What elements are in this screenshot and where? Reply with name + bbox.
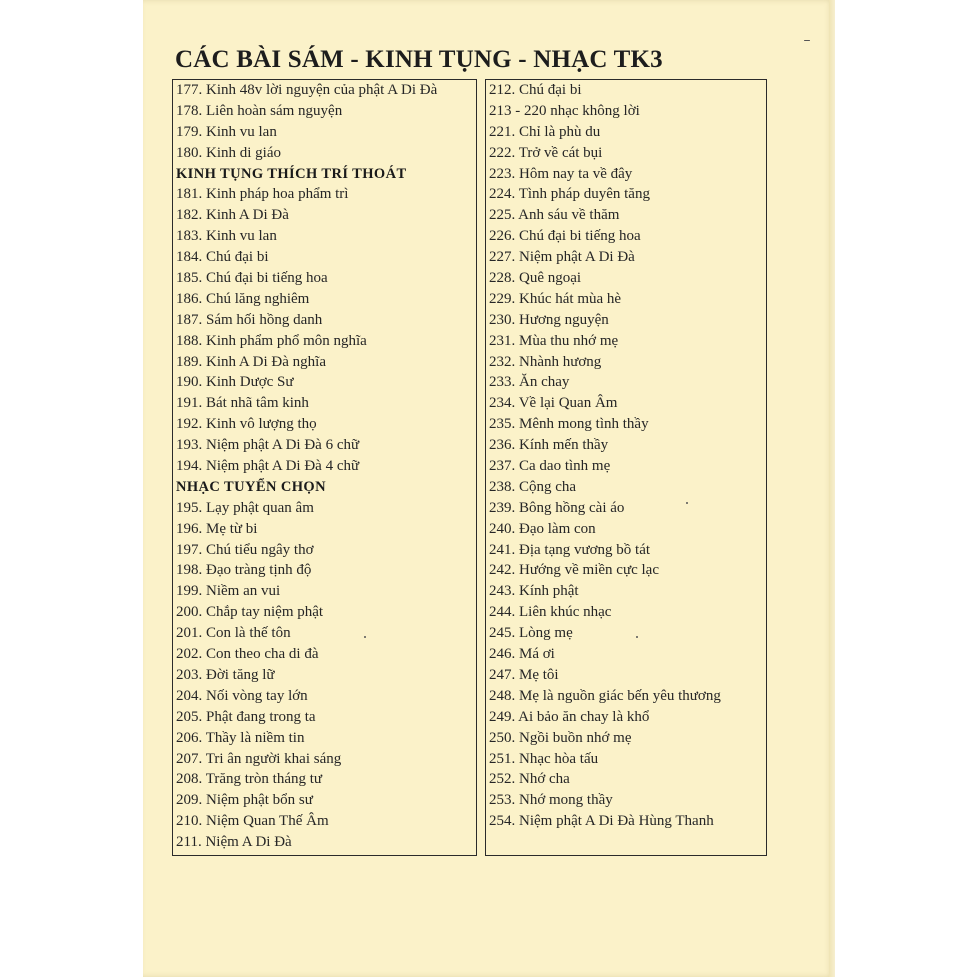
list-item: 225. Anh sáu về thăm — [489, 207, 620, 224]
list-item: 238. Cộng cha — [489, 478, 577, 495]
list-item: 221. Chỉ là phù du — [489, 123, 601, 140]
list-item: 180. Kinh di giáo — [176, 144, 281, 161]
list-item: 206. Thầy là niềm tin — [176, 729, 305, 746]
paper-speck — [636, 636, 638, 638]
list-item: 253. Nhớ mong thầy — [489, 792, 613, 809]
list-item: 213 - 220 nhạc không lời — [489, 102, 640, 119]
left-column-box — [172, 79, 477, 856]
list-item: 236. Kính mến thầy — [489, 437, 609, 454]
list-item: 227. Niệm phật A Di Đà — [489, 249, 635, 266]
list-item: 248. Mẹ là nguồn giác bến yêu thương — [489, 687, 721, 704]
list-item: 247. Mẹ tôi — [489, 666, 559, 683]
list-item: 235. Mênh mong tình thầy — [489, 416, 649, 433]
list-item: 186. Chú lăng nghiêm — [176, 290, 310, 307]
section-heading: KINH TỤNG THÍCH TRÍ THOÁT — [176, 165, 407, 182]
list-item: 251. Nhạc hòa tấu — [489, 750, 599, 767]
list-item: 230. Hương nguyện — [489, 311, 609, 328]
list-item: 179. Kinh vu lan — [176, 123, 277, 140]
list-item: 192. Kinh vô lượng thọ — [176, 416, 317, 433]
list-item: 208. Trăng tròn tháng tư — [176, 771, 323, 788]
list-item: 198. Đạo tràng tịnh độ — [176, 562, 312, 579]
list-item: 246. Má ơi — [489, 646, 555, 663]
list-item: 210. Niệm Quan Thế Âm — [176, 813, 329, 830]
paper-speck — [686, 502, 688, 504]
list-item: 228. Quê ngoại — [489, 270, 582, 287]
list-item: 242. Hướng về miền cực lạc — [489, 562, 659, 579]
list-item: 197. Chú tiểu ngây thơ — [176, 541, 314, 558]
list-item: 188. Kinh phẩm phổ môn nghĩa — [176, 332, 367, 349]
list-item: 252. Nhớ cha — [489, 771, 570, 788]
list-item: 181. Kinh pháp hoa phẩm trì — [176, 186, 349, 203]
list-item: 226. Chú đại bi tiếng hoa — [489, 228, 641, 245]
list-item: 177. Kinh 48v lời nguyện của phật A Di Đà — [176, 82, 438, 98]
page-title: CÁC BÀI SÁM - KINH TỤNG - NHẠC TK3 — [175, 46, 663, 73]
list-item: 233. Ăn chay — [489, 374, 570, 391]
list-item: 232. Nhành hương — [489, 353, 602, 370]
list-item: 187. Sám hối hồng danh — [176, 311, 323, 328]
list-item: 241. Địa tạng vương bồ tát — [489, 541, 651, 558]
list-item: 185. Chú đại bi tiếng hoa — [176, 270, 328, 287]
section-heading: NHẠC TUYỂN CHỌN — [176, 478, 326, 495]
list-item: 190. Kinh Dược Sư — [176, 374, 294, 391]
right-column-box — [485, 79, 767, 856]
list-item: 231. Mùa thu nhớ mẹ — [489, 332, 619, 349]
list-item: 240. Đạo làm con — [489, 520, 596, 537]
list-item: 211. Niệm A Di Đà — [176, 834, 292, 851]
list-item: 209. Niệm phật bổn sư — [176, 792, 313, 809]
list-item: 200. Chắp tay niệm phật — [176, 604, 324, 621]
list-item: 183. Kinh vu lan — [176, 228, 277, 245]
list-item: 224. Tình pháp duyên tăng — [489, 186, 650, 203]
list-item: 243. Kính phật — [489, 583, 579, 600]
list-item: 189. Kinh A Di Đà nghĩa — [176, 353, 326, 370]
list-item: 203. Đời tăng lữ — [176, 666, 275, 683]
list-item: 249. Ai bảo ăn chay là khổ — [489, 708, 650, 725]
list-item: 202. Con theo cha di đà — [176, 646, 319, 663]
list-item: 222. Trở về cát bụi — [489, 144, 603, 161]
list-item: 199. Niềm an vui — [176, 583, 281, 600]
list-item: 178. Liên hoàn sám nguyện — [176, 102, 343, 119]
list-item: 204. Nối vòng tay lớn — [176, 687, 308, 704]
list-item: 201. Con là thế tôn — [176, 625, 291, 642]
list-item: 245. Lòng mẹ — [489, 625, 573, 642]
paper-edge — [829, 0, 835, 977]
list-item: 194. Niệm phật A Di Đà 4 chữ — [176, 458, 360, 475]
list-item: 205. Phật đang trong ta — [176, 708, 316, 725]
list-item: 234. Về lại Quan Âm — [489, 395, 618, 412]
list-item: 193. Niệm phật A Di Đà 6 chữ — [176, 437, 360, 454]
right-column-list — [486, 80, 766, 832]
list-item: 250. Ngồi buồn nhớ mẹ — [489, 729, 632, 746]
list-item: 195. Lạy phật quan âm — [176, 499, 314, 516]
list-item: 191. Bát nhã tâm kinh — [176, 395, 309, 412]
list-item: 212. Chú đại bi — [489, 82, 582, 98]
list-item: 196. Mẹ từ bi — [176, 520, 258, 537]
list-item: 239. Bông hồng cài áo — [489, 499, 625, 516]
left-column-list — [173, 80, 476, 853]
list-item: 229. Khúc hát mùa hè — [489, 290, 622, 307]
list-item: 223. Hôm nay ta về đây — [489, 165, 633, 182]
list-item: 182. Kinh A Di Đà — [176, 207, 289, 224]
list-item: 207. Tri ân người khai sáng — [176, 750, 342, 767]
list-item: 237. Ca dao tình mẹ — [489, 458, 611, 475]
list-item: 244. Liên khúc nhạc — [489, 604, 612, 621]
paper-speck — [804, 40, 810, 41]
list-item: 254. Niệm phật A Di Đà Hùng Thanh — [489, 813, 714, 830]
paper-speck — [364, 636, 366, 638]
list-item: 184. Chú đại bi — [176, 249, 269, 266]
